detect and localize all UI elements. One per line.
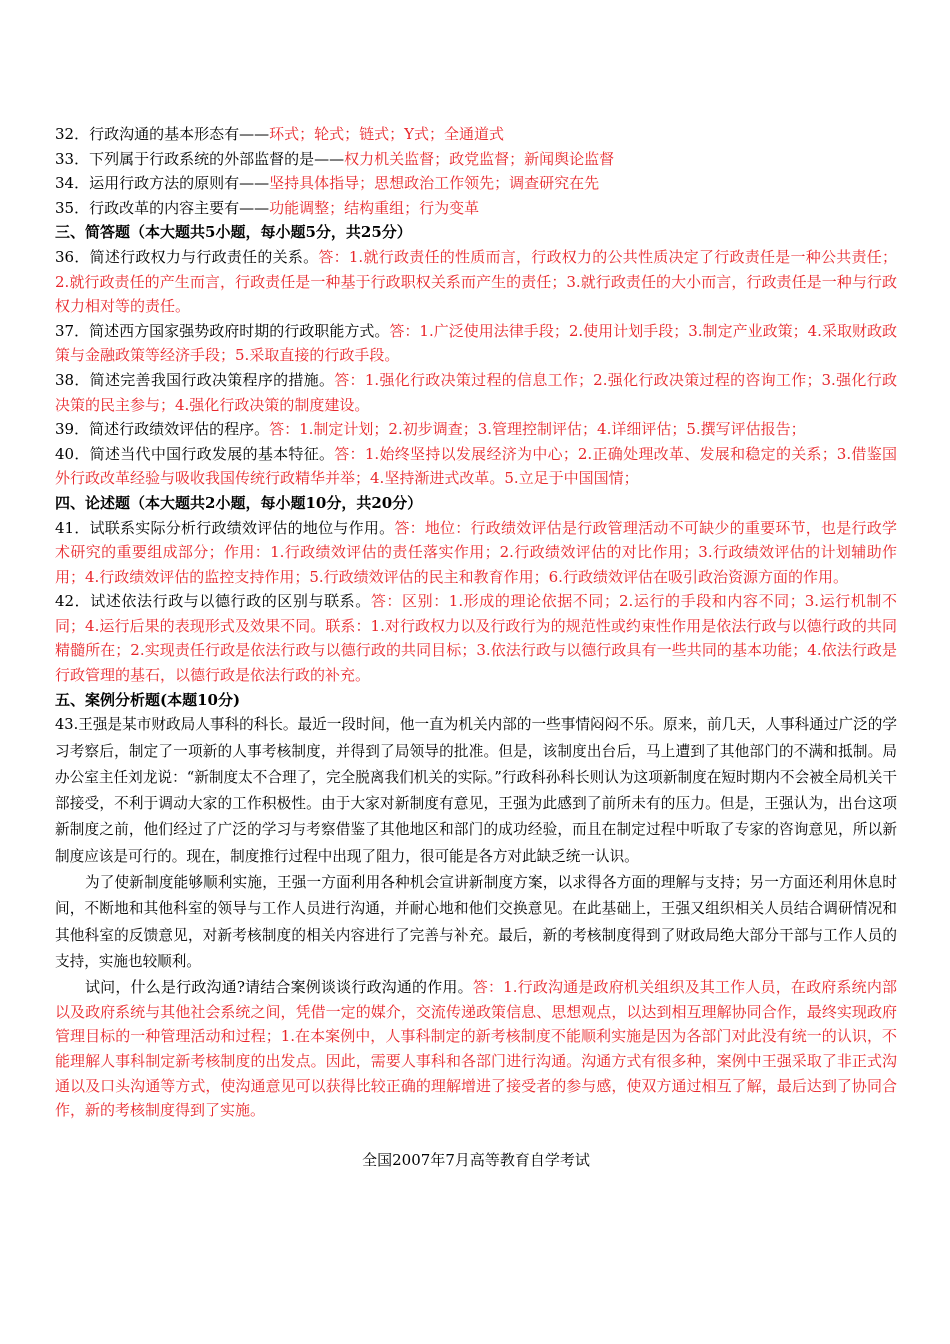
answer-33: 权力机关监督；政党监督；新闻舆论监督	[344, 149, 615, 168]
question-40: 40．简述当代中国行政发展的基本特征。答：1.始终坚持以发展经济为中心；2.正确处理改革、发展和稳定的关系；3.借鉴国外行政改革经验与吸收我国传统行政精华并举；4.坚持渐进式改革。5.立足于中国国情；	[55, 444, 897, 488]
section-4-heading: 四、论述题（本大题共2小题，每小题10分，共20分）	[55, 493, 423, 512]
answer-41: 答：地位：行政绩效评估是行政管理活动不可缺少的重要环节，也是行政学术研究的重要组成部分；作用：1.行政绩效评估的责任落实作用；2.行政绩效评估的对比作用；3.行政绩效评估的计划辅助作用；4.行政绩效评估的监控支持作用；5.行政绩效评估的民主和教育作用；6.行政绩效评估在吸引政治资源方面的作用。	[55, 518, 897, 586]
answer-34: 坚持具体指导；思想政治工作领先；调查研究在先	[269, 174, 600, 193]
question-38: 38．简述完善我国行政决策程序的措施。答：1.强化行政决策过程的信息工作；2.强化行政决策过程的咨询工作；3.强化行政决策的民主参与；4.强化行政决策的制度建设。	[55, 370, 897, 414]
question-33: 33．下列属于行政系统的外部监督的是——权力机关监督；政党监督；新闻舆论监督	[55, 149, 615, 168]
question-42: 42．试述依法行政与以德行政的区别与联系。答：区别：1.形成的理论依据不同；2.运行的手段和内容不同；3.运行机制不同；4.运行后果的表现形式及效果不同。联系：1.对行政权力以及行政行为的规范性或约束性作用是依法行政与以德行政的共同精髓所在；2.实现责任行政是依法行政与以德行政的共同目标；3.依法行政与以德行政具有一些共同的基本功能；4.依法行政是行政管理的基石，以德行政是依法行政的补充。	[55, 592, 897, 685]
document-page	[55, 122, 897, 1185]
case-paragraph-1: 43.王强是某市财政局人事科的科长。最近一段时间，他一直为机关内部的一些事情闷闷不乐。原来，前几天，人事科通过广泛的学习考察后，制定了一项新的人事考核制度，并得到了局领导的批准。但是，该制度出台后，马上遭到了其他部门的不满和抵制。局办公室主任刘龙说：“新制度太不合理了，完全脱离我们机关的实际。”行政科孙科长则认为这项新制度在短时期内不会被全局机关干部接受，不利于调动大家的工作积极性。由于大家对新制度有意见，王强为此感到了前所未有的压力。但是，王强认为，出台这项新制度之前，他们经过了广泛的学习与考察借鉴了其他地区和部门的成功经验，而且在制定过程中听取了专家的咨询意见，所以新制度应该是可行的。现在，制度推行过程中出现了阻力，很可能是各方对此缺乏统一认识。	[55, 716, 897, 865]
answer-32: 环式；轮式；链式；Y式；全通道式	[269, 125, 504, 143]
answer-42: 答：区别：1.形成的理论依据不同；2.运行的手段和内容不同；3.运行机制不同；4.运行后果的表现形式及效果不同。联系：1.对行政权力以及行政行为的规范性或约束性作用是依法行政与以德行政的共同精髓所在；2.实现责任行政是依法行政与以德行政的共同目标；3.依法行政与以德行政具有一些共同的基本功能；4.依法行政是行政管理的基石，以德行政是依法行政的补充。	[55, 592, 897, 685]
question-41: 41．试联系实际分析行政绩效评估的地位与作用。答：地位：行政绩效评估是行政管理活动不可缺少的重要环节，也是行政学术研究的重要组成部分；作用：1.行政绩效评估的责任落实作用；2.行政绩效评估的对比作用；3.行政绩效评估的计划辅助作用；4.行政绩效评估的监控支持作用；5.行政绩效评估的民主和教育作用；6.行政绩效评估在吸引政治资源方面的作用。	[55, 518, 897, 586]
question-36: 36．简述行政权力与行政责任的关系。答：1.就行政责任的性质而言，行政权力的公共性质决定了行政责任是一种公共责任；2.就行政责任的产生而言，行政责任是一种基于行政职权关系而产生的责任；3.就行政责任的大小而言，行政责任是一种与行政权力相对等的责任。	[55, 247, 897, 316]
question-32: 32．行政沟通的基本形态有——环式；轮式；链式；Y式；全通道式	[55, 125, 504, 143]
answer-37: 答：1.广泛使用法律手段；2.使用计划手段；3.制定产业政策；4.采取财政政策与金融政策等经济手段；5.采取直接的行政手段。	[55, 321, 898, 365]
exam-footer: 全国2007年7月高等教育自学考试	[362, 1150, 590, 1169]
case-answer: 答：1.行政沟通是政府机关组织及其工作人员，在政府系统内部以及政府系统与其他社会系统之间，凭借一定的媒介，交流传递政策信息、思想观点，以达到相互理解协同合作，最终实现政府管理目标的一种管理活动和过程；1.在本案例中，人事科制定的新考核制度不能顺利实施是因为各部门对此没有统一的认识，不能理解人事科制定新考核制度的出发点。因此，需要人事科和各部门进行沟通。沟通方式有很多种，案例中王强采取了非正式沟通以及口头沟通等方式，使沟通意见可以获得比较正确的理解增进了接受者的参与感，使双方通过相互了解，最后达到了协同合作，新的考核制度得到了实施。	[55, 978, 897, 1120]
section-3-heading: 三、简答题（本大题共5小题，每小题5分，共25分）	[55, 223, 412, 242]
question-35: 35．行政改革的内容主要有——功能调整；结构重组；行为变革	[55, 198, 480, 217]
case-paragraph-2: 为了使新制度能够顺利实施，王强一方面利用各种机会宣讲新制度方案，以求得各方面的理解与支持；另一方面还利用休息时间，不断地和其他科室的领导与工作人员进行沟通，并耐心地和他们交换意见。在此基础上，王强又组织相关人员结合调研情况和其他科室的反馈意见，对新考核制度的相关内容进行了完善与补充。最后，新的考核制度得到了财政局绝大部分干部与工作人员的支持，实施也较顺利。	[55, 874, 897, 970]
question-37: 37．简述西方国家强势政府时期的行政职能方式。答：1.广泛使用法律手段；2.使用计划手段；3.制定产业政策；4.采取财政政策与金融政策等经济手段；5.采取直接的行政手段。	[55, 321, 898, 365]
answer-40: 答：1.始终坚持以发展经济为中心；2.正确处理改革、发展和稳定的关系；3.借鉴国外行政改革经验与吸收我国传统行政精华并举；4.坚持渐进式改革。5.立足于中国国情；	[55, 444, 897, 488]
question-34: 34．运用行政方法的原则有——坚持具体指导；思想政治工作领先；调查研究在先	[55, 174, 600, 193]
answer-38: 答：1.强化行政决策过程的信息工作；2.强化行政决策过程的咨询工作；3.强化行政决策的民主参与；4.强化行政决策的制度建设。	[55, 370, 897, 414]
answer-39: 答：1.制定计划；2.初步调查；3.管理控制评估；4.详细评估；5.撰写评估报告；	[269, 420, 806, 439]
answer-35: 功能调整；结构重组；行为变革	[269, 198, 480, 217]
section-5-heading: 五、案例分析题(本题10分)	[55, 690, 241, 709]
answer-36: 答：1.就行政责任的性质而言，行政权力的公共性质决定了行政责任是一种公共责任；2.就行政责任的产生而言，行政责任是一种基于行政职权关系而产生的责任；3.就行政责任的大小而言，行政责任是一种与行政权力相对等的责任。	[55, 247, 897, 316]
case-question: 试问，什么是行政沟通?请结合案例谈谈行政沟通的作用。答：1.行政沟通是政府机关组织及其工作人员，在政府系统内部以及政府系统与其他社会系统之间，凭借一定的媒介，交流传递政策信息、思想观点，以达到相互理解协同合作，最终实现政府管理目标的一种管理活动和过程；1.在本案例中，人事科制定的新考核制度不能顺利实施是因为各部门对此没有统一的认识，不能理解人事科制定新考核制度的出发点。因此，需要人事科和各部门进行沟通。沟通方式有很多种，案例中王强采取了非正式沟通以及口头沟通等方式，使沟通意见可以获得比较正确的理解增进了接受者的参与感，使双方通过相互了解，最后达到了协同合作，新的考核制度得到了实施。	[55, 978, 897, 1120]
question-39: 39．简述行政绩效评估的程序。答：1.制定计划；2.初步调查；3.管理控制评估；4.详细评估；5.撰写评估报告；	[55, 420, 806, 439]
